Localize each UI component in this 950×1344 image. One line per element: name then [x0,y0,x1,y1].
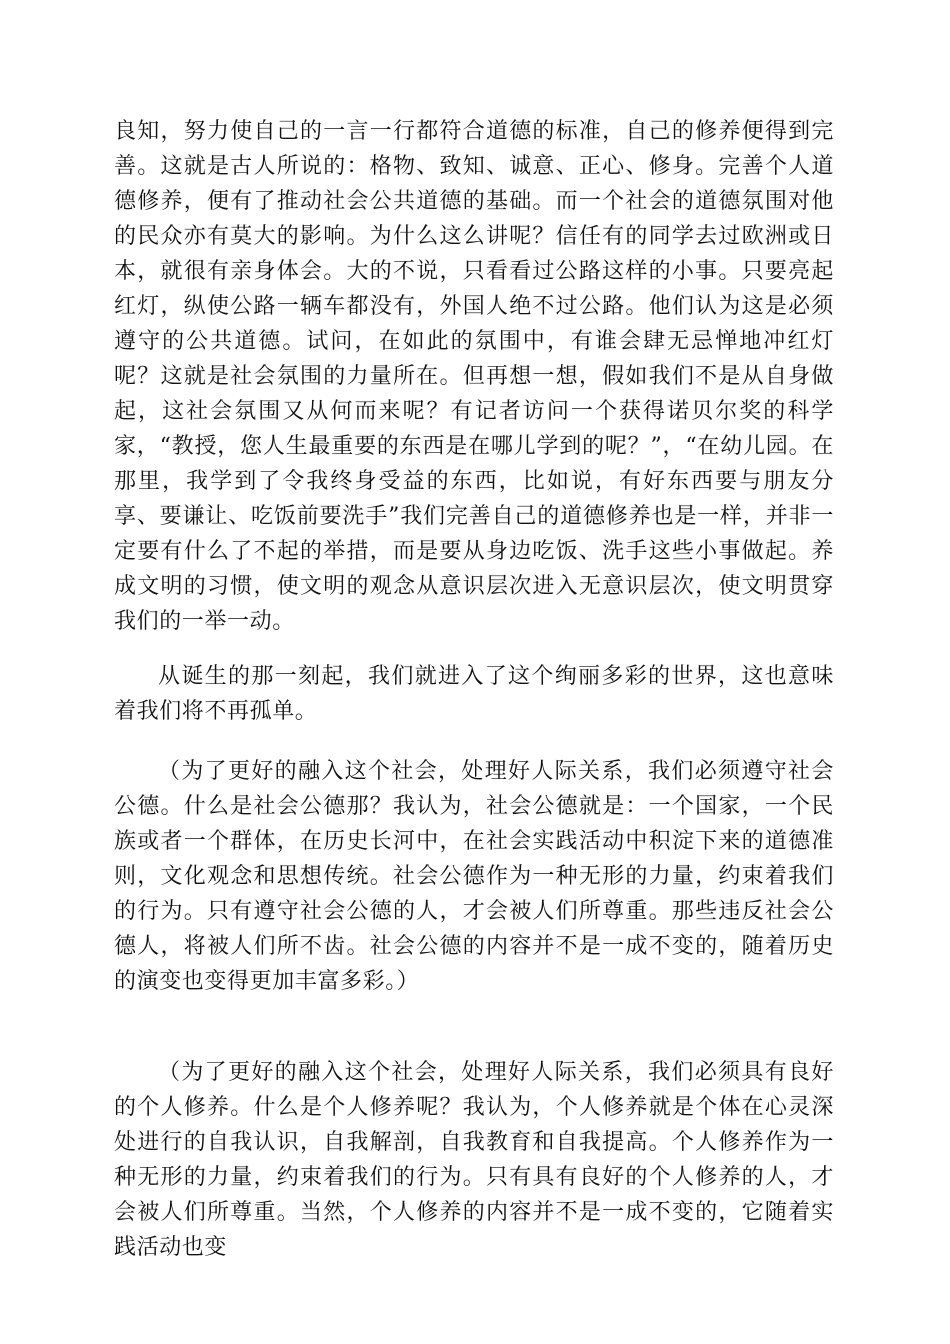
paragraph-moral-cultivation: 良知，努力使自己的一言一行都符合道德的标准，自己的修养便得到完善。这就是古人所说的：格物、致知、诚意、正心、修身。完善个人道德修养，便有了推动社会公共道德的基础。而一个社会的道德氛围对他的民众亦有莫大的影响。为什么这么讲呢？信任有的同学去过欧洲或日本，就很有亲身体会。大的不说，只看看过公路这样的小事。只要亮起红灯，纵使公路一辆车都没有，外国人绝不过公路。他们认为这是必须遵守的公共道德。试问，在如此的氛围中，有谁会肆无忌惮地冲红灯呢？这就是社会氛围的力量所在。但再想一想，假如我们不是从自身做起，这社会氛围又从何而来呢？有记者访问一个获得诺贝尔奖的科学家，“教授，您人生最重要的东西是在哪儿学到的呢？”，“在幼儿园。在那里，我学到了令我终身受益的东西，比如说，有好东西要与朋友分享、要谦让、吃饭前要洗手”我们完善自己的道德修养也是一样，并非一定要有什么了不起的举措，而是要从身边吃饭、洗手这些小事做起。养成文明的习惯，使文明的观念从意识层次进入无意识层次，使文明贯穿我们的一举一动。 [114,119,834,634]
paragraph-birth-world: 从诞生的那一刻起，我们就进入了这个绚丽多彩的世界，这也意味着我们将不再孤单。 [114,664,834,724]
paragraph-social-morality: （为了更好的融入这个社会，处理好人际关系，我们必须遵守社会公德。什么是社会公德那？我认为，社会公德就是：一个国家，一个民族或者一个群体，在历史长河中，在社会实践活动中积淀下来的道德准则，文化观念和思想传统。社会公德作为一种无形的力量，约束着我们的行为。只有遵守社会公德的人，才会被人们所尊重。那些违反社会公德人，将被人们所不齿。社会公德的内容并不是一成不变的，随着历史的演变也变得更加丰富多彩。） [114,759,834,994]
paragraph-personal-cultivation: （为了更好的融入这个社会，处理好人际关系，我们必须具有良好的个人修养。什么是个人修养呢？我认为，个人修养就是个体在心灵深处进行的自我认识，自我解剖，自我教育和自我提高。个人修养作为一种无形的力量，约束着我们的行为。只有具有良好的个人修养的人，才会被人们所尊重。当然，个人修养的内容并不是一成不变的，它随着实践活动也变 [114,1060,834,1260]
